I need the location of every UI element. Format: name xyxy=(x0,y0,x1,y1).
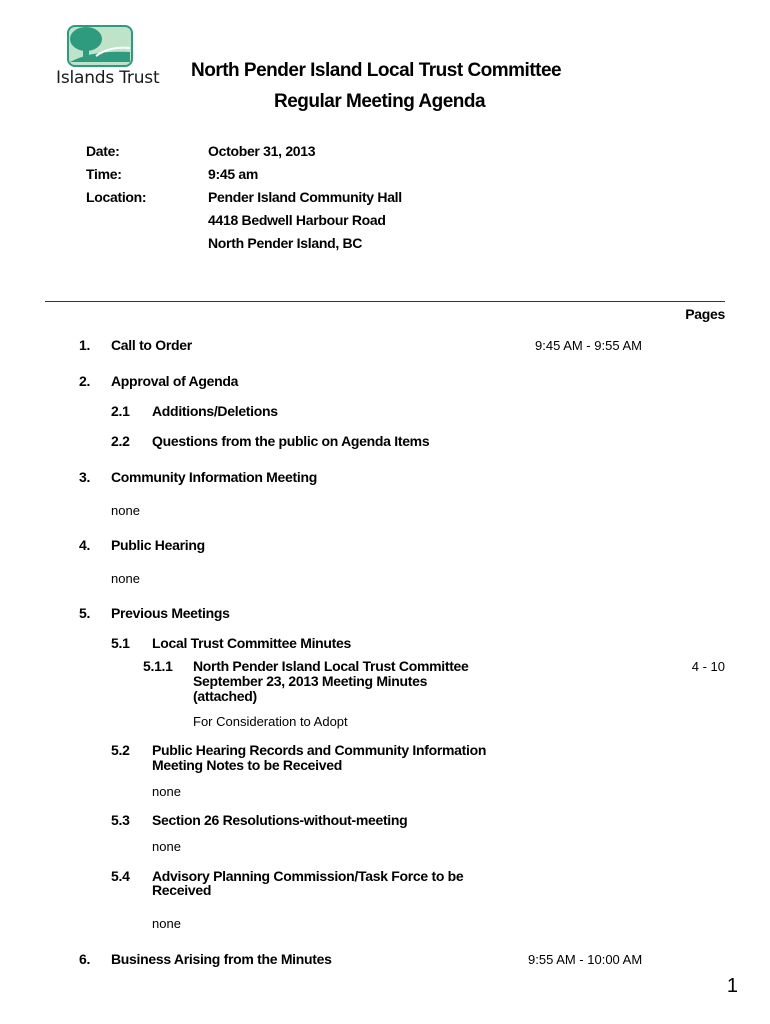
agenda-subsubitem-number: 5.1.1 xyxy=(143,658,173,674)
agenda-subitem-title: Additions/Deletions xyxy=(152,403,278,419)
agenda-subitem-line: Received xyxy=(152,882,212,898)
agenda-item-title: Approval of Agenda xyxy=(111,373,239,389)
agenda-subitem-number: 5.1 xyxy=(111,635,130,651)
time-label: Time: xyxy=(86,166,122,182)
location-label: Location: xyxy=(86,189,147,205)
agenda-item-number: 4. xyxy=(79,537,91,553)
agenda-item-number: 2. xyxy=(79,373,91,389)
agenda-item-title: Business Arising from the Minutes xyxy=(111,951,332,967)
agenda-subitem-number: 2.1 xyxy=(111,403,130,419)
agenda-item-note: none xyxy=(152,916,181,931)
agenda-subitem-line: Meeting Notes to be Received xyxy=(152,757,342,773)
agenda-subitem-number: 5.3 xyxy=(111,812,130,828)
agenda-item-title: Public Hearing xyxy=(111,537,205,553)
agenda-item-pages: 4 - 10 xyxy=(691,659,725,674)
pages-header: Pages xyxy=(685,306,725,322)
agenda-item-number: 3. xyxy=(79,469,91,485)
agenda-item-note: none xyxy=(152,839,181,854)
time-value: 9:45 am xyxy=(208,166,259,182)
agenda-subitem-line: Advisory Planning Commission/Task Force to be xyxy=(152,868,464,884)
location-line: Pender Island Community Hall xyxy=(208,189,402,205)
location-line: North Pender Island, BC xyxy=(208,235,363,251)
page-number: 1 xyxy=(726,975,738,997)
divider xyxy=(45,301,725,302)
agenda-item-note: none xyxy=(111,503,140,518)
agenda-subitem-title: Section 26 Resolutions-without-meeting xyxy=(152,812,408,828)
agenda-subsubitem-line: (attached) xyxy=(193,688,257,704)
agenda-subitem-number: 5.2 xyxy=(111,742,130,758)
agenda-subsubitem-line: September 23, 2013 Meeting Minutes xyxy=(193,673,428,689)
agenda-item-note: For Consideration to Adopt xyxy=(193,714,348,729)
agenda-item-note: none xyxy=(111,571,140,586)
agenda-subitem-title: Local Trust Committee Minutes xyxy=(152,635,351,651)
agenda-subitem-number: 5.4 xyxy=(111,868,130,884)
agenda-subsubitem-line: North Pender Island Local Trust Committee xyxy=(193,658,469,674)
location-line: 4418 Bedwell Harbour Road xyxy=(208,212,386,228)
logo-text: Islands Trust xyxy=(56,68,160,88)
page-title-line1: North Pender Island Local Trust Committee xyxy=(191,60,562,81)
agenda-item-title: Previous Meetings xyxy=(111,605,230,621)
agenda-subitem-line: Public Hearing Records and Community Information xyxy=(152,742,487,758)
agenda-item-time: 9:55 AM - 10:00 AM xyxy=(528,952,643,967)
date-label: Date: xyxy=(86,143,120,159)
agenda-subitem-number: 2.2 xyxy=(111,433,130,449)
agenda-item-number: 5. xyxy=(79,605,91,621)
agenda-item-title: Call to Order xyxy=(111,337,192,353)
agenda-item-time: 9:45 AM - 9:55 AM xyxy=(535,338,642,353)
agenda-item-note: none xyxy=(152,784,181,799)
agenda-item-number: 6. xyxy=(79,951,91,967)
agenda-subitem-title: Questions from the public on Agenda Items xyxy=(152,433,430,449)
agenda-item-number: 1. xyxy=(79,337,91,353)
date-value: October 31, 2013 xyxy=(208,143,316,159)
agenda-item-title: Community Information Meeting xyxy=(111,469,317,485)
page-title-line2: Regular Meeting Agenda xyxy=(274,91,486,112)
